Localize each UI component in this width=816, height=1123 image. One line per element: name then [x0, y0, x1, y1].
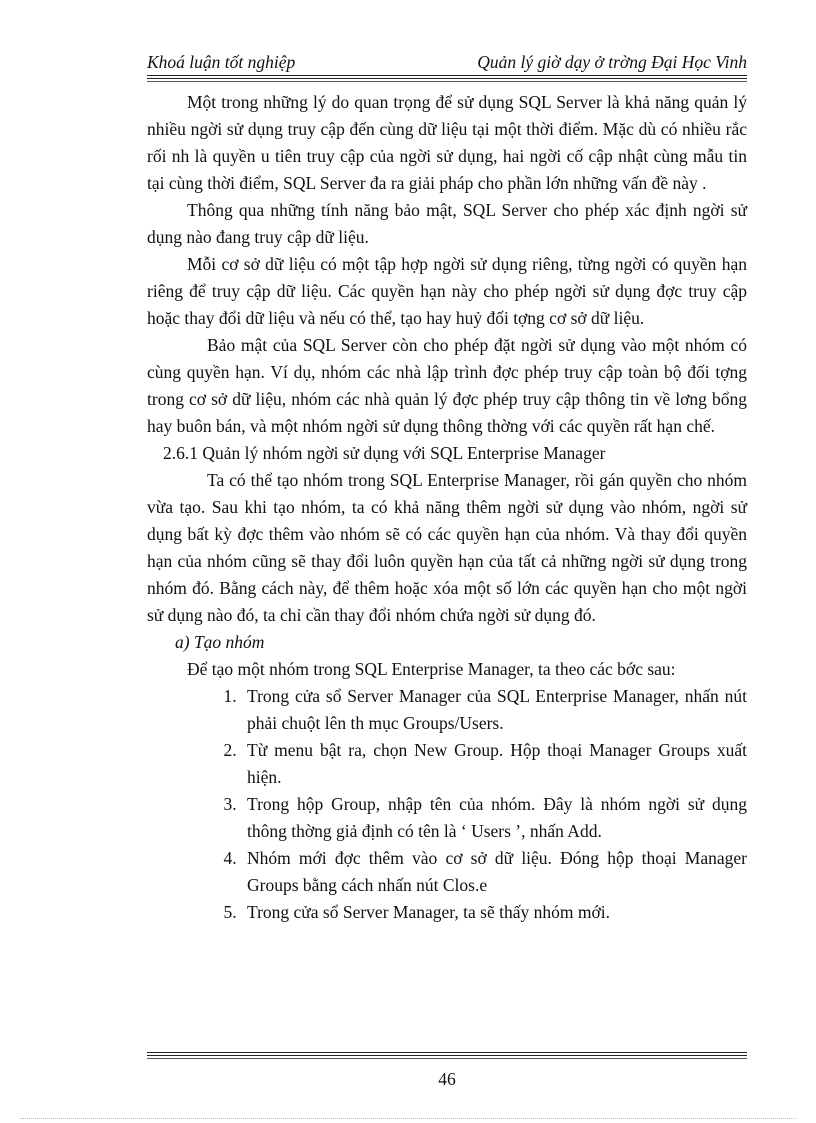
- list-item: 4. Nhóm mới đợc thêm vào cơ sở dữ liệu. Đóng hộp thoại Manager Groups bằng cách nhấn nút Clos.e: [241, 845, 747, 899]
- paragraph: Một trong những lý do quan trọng để sử dụng SQL Server là khả năng quản lý nhiều ngời sử dụng truy cập đến cùng dữ liệu tại một thời điểm. Mặc dù có nhiều rắc rối nh là quyền u tiên truy cập của ngời sử dụng, hai ngời cố cập nhật cùng mẫu tin tại cùng thời điểm, SQL Server đa ra giải pháp cho phần lớn những vấn đề này .: [147, 92, 747, 193]
- header-right-title: Quản lý giờ dạy ở trờng Đại Học Vinh: [477, 52, 747, 72]
- paragraph: Thông qua những tính năng bảo mật, SQL Server cho phép xác định ngời sử dụng nào đang truy cập dữ liệu.: [147, 200, 747, 247]
- list-item: 2. Từ menu bật ra, chọn New Group. Hộp thoại Manager Groups xuất hiện.: [241, 737, 747, 791]
- list-item: 5. Trong cửa sổ Server Manager, ta sẽ thấy nhóm mới.: [241, 899, 747, 926]
- document-body: [147, 89, 747, 926]
- header-divider: [147, 81, 747, 82]
- steps-intro: Để tạo một nhóm trong SQL Enterprise Manager, ta theo các bớc sau:: [187, 659, 676, 679]
- paragraph: Bảo mật của SQL Server còn cho phép đặt ngời sử dụng vào một nhóm có cùng quyền hạn. Ví dụ, nhóm các nhà lập trình đợc phép truy cập toàn bộ đối tợng trong cơ sở dữ liệu, nhóm các nhà quản lý đợc phép truy cập thông tin về lơng bổng hay buôn bán, và một nhóm ngời sử dụng thông thờng với các quyền rất hạn chế.: [147, 335, 747, 436]
- steps-list: [147, 683, 747, 926]
- page-edge-divider: [20, 1118, 796, 1119]
- footer-divider: [147, 1055, 747, 1056]
- subsection-heading: a) Tạo nhóm: [175, 632, 265, 652]
- list-item: 3. Trong hộp Group, nhập tên của nhóm. Đây là nhóm ngời sử dụng thông thờng giả định có tên là ‘ Users ’, nhấn Add.: [241, 791, 747, 845]
- page-number: 46: [438, 1069, 456, 1089]
- section-heading: 2.6.1 Quản lý nhóm ngời sử dụng với SQL Enterprise Manager: [163, 443, 606, 463]
- header-divider: [147, 75, 747, 76]
- header-left-title: Khoá luận tốt nghiệp: [147, 52, 296, 72]
- footer-divider: [147, 1058, 747, 1059]
- header-divider: [147, 78, 747, 79]
- list-item: 1. Trong cửa sổ Server Manager của SQL Enterprise Manager, nhấn nút phải chuột lên th mục Groups/Users.: [241, 683, 747, 737]
- paragraph: Mỗi cơ sở dữ liệu có một tập hợp ngời sử dụng riêng, từng ngời có quyền hạn riêng để truy cập dữ liệu. Các quyền hạn này cho phép ngời sử dụng đợc truy cập hoặc thay đổi dữ liệu và nếu có thể, tạo hay huỷ đối tợng cơ sở dữ liệu.: [147, 254, 747, 328]
- paragraph: Ta có thể tạo nhóm trong SQL Enterprise Manager, rồi gán quyền cho nhóm vừa tạo. Sau khi tạo nhóm, ta có khả năng thêm ngời sử dụng vào nhóm, ngời sử dụng bất kỳ đợc thêm vào nhóm sẽ có các quyền hạn của nhóm. Và thay đổi quyền hạn của nhóm cũng sẽ thay đổi luôn quyền hạn của tất cả những ngời sử dụng trong nhóm đó. Bằng cách này, để thêm hoặc xóa một số lớn các quyền hạn cho một ngời sử dụng nào đó, ta chỉ cần thay đổi nhóm chứa ngời sử dụng đó.: [147, 470, 747, 625]
- page-header: [147, 52, 747, 76]
- footer-divider: [147, 1052, 747, 1053]
